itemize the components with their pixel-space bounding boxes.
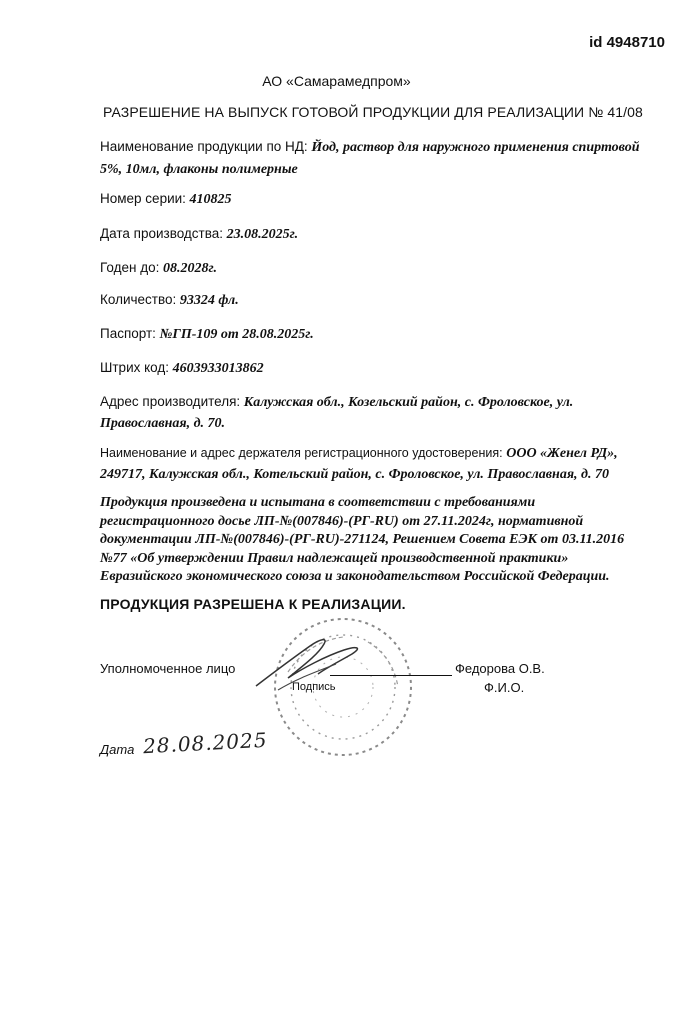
expiry-row: [100, 260, 217, 277]
date-label: Дата: [100, 742, 135, 757]
signature-line: [330, 675, 452, 676]
series-value: 410825: [189, 192, 232, 207]
manufacturer-address-label: Адрес производителя:: [100, 394, 241, 409]
expiry-label: Годен до:: [100, 260, 160, 275]
manufacture-date-row: [100, 226, 298, 243]
expiry-value: 08.2028г.: [162, 261, 217, 276]
holder-row: [100, 443, 660, 485]
manufacture-date-value: 23.08.2025г.: [226, 227, 299, 242]
quantity-row: [100, 292, 239, 309]
authorized-person-label: Уполномоченное лицо: [100, 661, 236, 676]
company-name: АО «Самарамедпром»: [262, 73, 411, 89]
authorized-person-name: Федорова О.В.: [455, 661, 545, 676]
document-id: id 4948710: [589, 34, 665, 51]
product-value: Йод, раствор для наружного применения спиртовой 5%, 10мл, флаконы полимерные: [100, 140, 640, 177]
barcode-value: 4603933013862: [172, 361, 264, 376]
passport-value: №ГП-109 от 28.08.2025г.: [159, 327, 314, 342]
compliance-statement: Продукция произведена и испытана в соответствии с требованиями регистрационного досье ЛП-№(007846)-(РГ-RU) от 27.11.2024г, нормативной документации ЛП-№(007846)-(РГ-RU)-271124, Решением Совета ЕЭК от 03.11.2016 №77 «Об утверждении Правил надлежащей производственной практики» Евразийского экономического союза и законодательством Российской Федерации.: [100, 495, 625, 584]
name-caption: Ф.И.О.: [484, 680, 525, 695]
passport-row: [100, 326, 314, 343]
manufacturer-address-row: [100, 392, 620, 434]
approval-heading: ПРОДУКЦИЯ РАЗРЕШЕНА К РЕАЛИЗАЦИИ.: [100, 596, 406, 612]
product-row: [100, 136, 660, 180]
passport-label: Паспорт:: [100, 326, 156, 341]
quantity-label: Количество:: [100, 292, 177, 307]
manufacturer-address-value: Калужская обл., Козельский район, с. Фроловское, ул. Православная, д. 70.: [100, 395, 574, 431]
product-label: Наименование продукции по НД:: [100, 139, 308, 154]
series-row: [100, 191, 232, 208]
signature-caption: Подпись: [292, 681, 336, 693]
document-title: РАЗРЕШЕНИЕ НА ВЫПУСК ГОТОВОЙ ПРОДУКЦИИ ДЛЯ РЕАЛИЗАЦИИ № 41/08: [103, 104, 643, 120]
handwritten-date: 28.08.2025: [142, 727, 269, 759]
barcode-row: [100, 360, 264, 377]
holder-value: ООО «Женел РД», 249717, Калужская обл., Котельский район, с. Фроловское, ул. Православная, д. 70: [100, 446, 618, 482]
quantity-value: 93324 фл.: [179, 293, 239, 308]
barcode-label: Штрих код:: [100, 360, 170, 375]
series-label: Номер серии:: [100, 191, 186, 206]
manufacture-date-label: Дата производства:: [100, 226, 224, 241]
holder-label: Наименование и адрес держателя регистрационного удостоверения:: [100, 446, 503, 460]
